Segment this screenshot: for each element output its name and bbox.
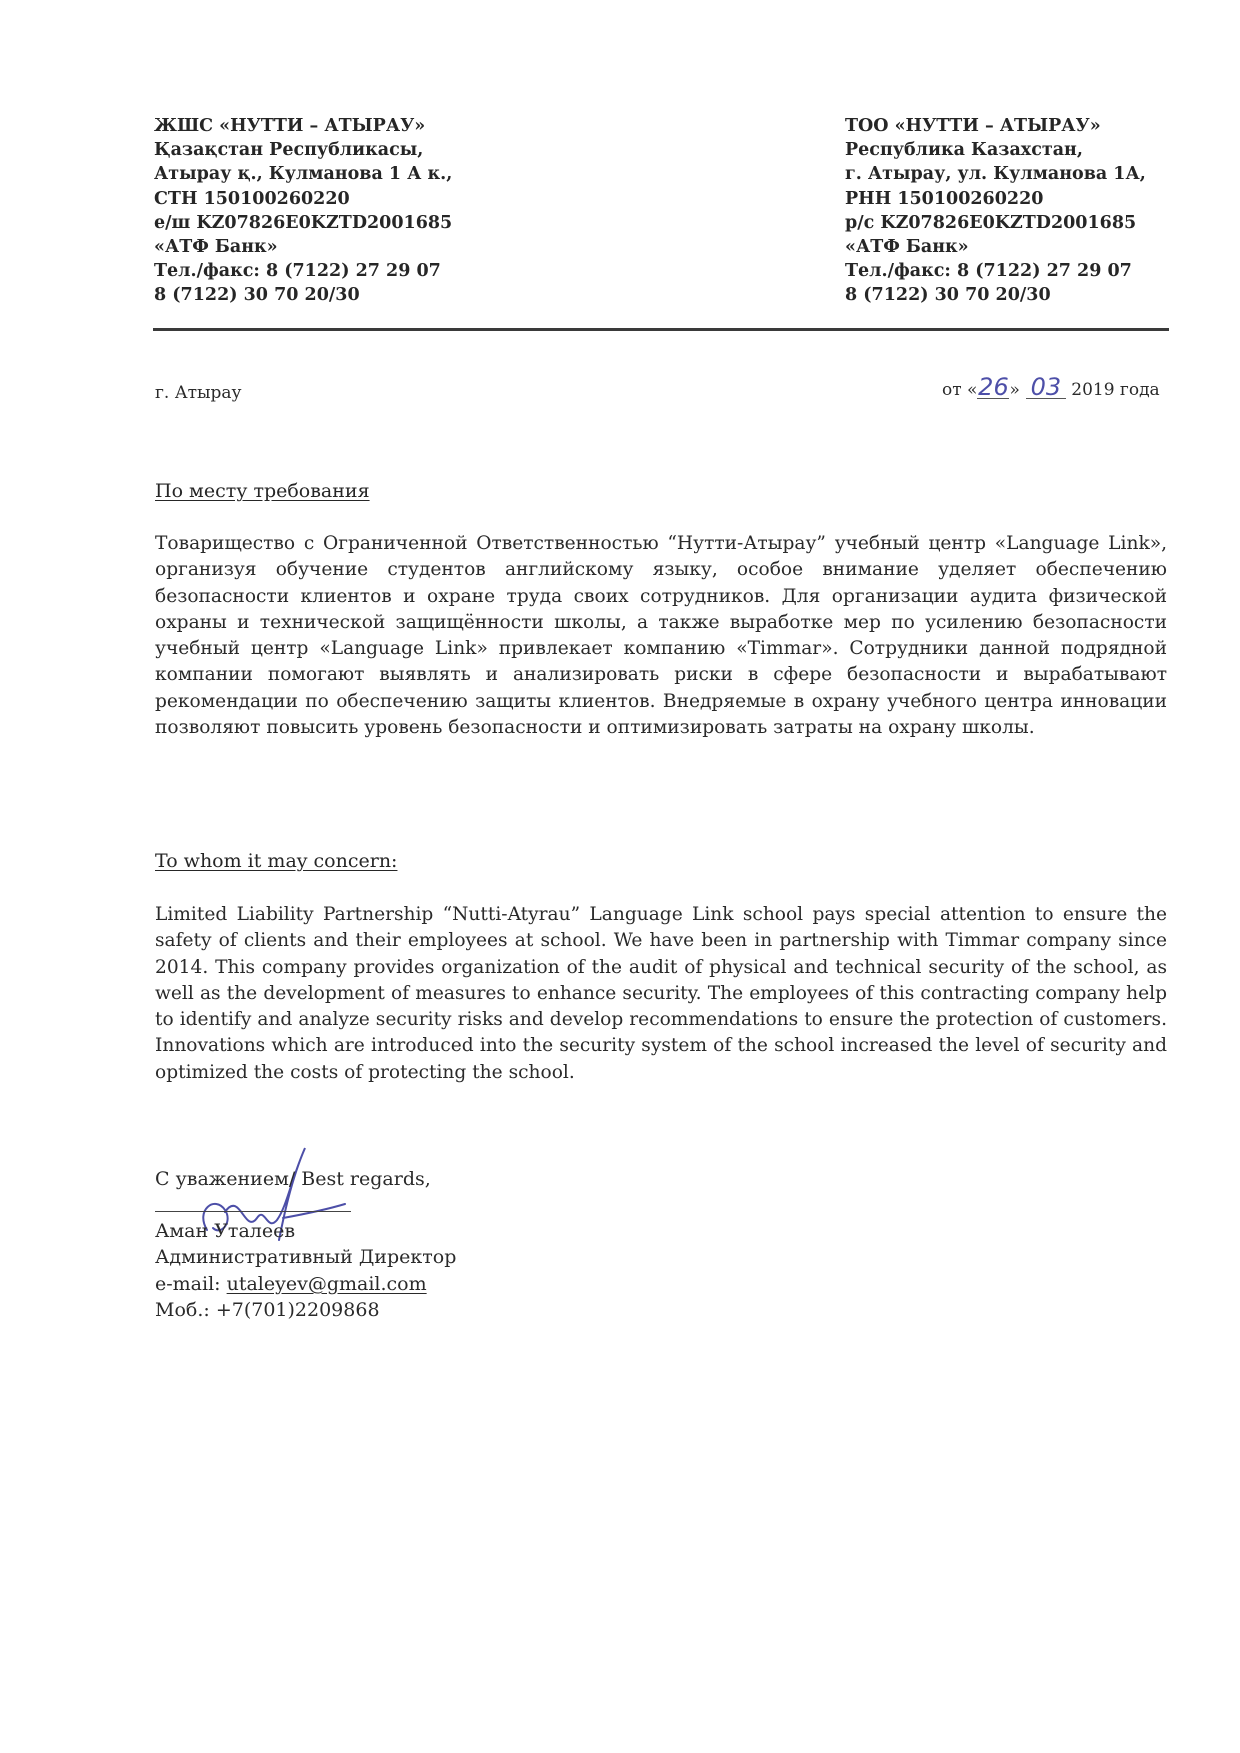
header-left-line: СТН 150100260220: [154, 188, 350, 209]
russian-heading: По месту требования: [155, 480, 370, 502]
date-mid: »: [1009, 380, 1020, 400]
header-right-line: 8 (7122) 30 70 20/30: [845, 285, 1051, 306]
signer-name: Аман Уталеев: [155, 1219, 296, 1242]
date-prefix: от «: [942, 380, 978, 400]
header-right-line: Республика Казахстан,: [845, 140, 1083, 161]
header-right-russian: [845, 114, 1146, 308]
signature-block: [155, 1166, 456, 1324]
email-link[interactable]: utaleyev@gmail.com: [226, 1272, 427, 1295]
header-right-line: г. Атырау, ул. Кулманова 1А,: [845, 164, 1146, 185]
signature-line: [155, 1211, 351, 1212]
header-right-line: р/с KZ07826E0KZTD2001685: [845, 212, 1137, 233]
letter-date: [942, 373, 1160, 401]
header-left-line: е/ш KZ07826E0KZTD2001685: [154, 212, 453, 233]
place-of-issue: г. Атырау: [155, 383, 242, 403]
header-right-line: «АТФ Банк»: [845, 237, 969, 258]
header-right-line: ТОО «НУТТИ – АТЫРАУ»: [845, 116, 1101, 136]
header-right-line: Тел./факс: 8 (7122) 27 29 07: [845, 261, 1132, 282]
header-left-line: ЖШС «НУТТИ – АТЫРАУ»: [154, 116, 426, 136]
closing-phrase: С уважением/ Best regards,: [155, 1168, 431, 1190]
date-suffix: 2019 года: [1071, 380, 1160, 400]
email-label: e-mail:: [155, 1272, 227, 1295]
header-left-line: Атырау қ., Кулманова 1 А к.,: [154, 164, 453, 185]
signer-email-row: [155, 1271, 456, 1298]
date-day: 26: [978, 373, 1009, 401]
header-right-line: РНН 150100260220: [845, 188, 1044, 209]
header-left-line: «АТФ Банк»: [154, 237, 278, 258]
english-heading: To whom it may concern:: [155, 850, 398, 872]
header-left-line: Қазақстан Республикасы,: [154, 140, 424, 161]
russian-body: Товарищество с Ограниченной Ответственностью “Нутти-Атырау” учебный центр «Language Link», организуя обучение студентов английскому языку, особое внимание уделяет обеспечению безопасности клиентов и охране труда своих сотрудников. Для организации аудита физической охраны и технической защищённости школы, а также выработке мер по усилению безопасности учебный центр «Language Link» привлекает компанию «Timmar». Сотрудники данной подрядной компании помогают выявлять и анализировать риски в сфере безопасности и вырабатывают рекомендации по обеспечению защиты клиентов. Внедряемые в охрану учебного центра инновации позволяют повысить уровень безопасности и оптимизировать затраты на охрану школы.: [155, 533, 1167, 739]
date-month: 03: [1026, 376, 1066, 399]
signer-position: Административный Директор: [155, 1246, 457, 1268]
signer-phone: Моб.: +7(701)2209868: [155, 1299, 380, 1321]
header-left-line: Тел./факс: 8 (7122) 27 29 07: [154, 261, 441, 282]
header-left-kazakh: [154, 114, 452, 308]
header-divider: [153, 328, 1169, 331]
header-left-line: 8 (7122) 30 70 20/30: [154, 285, 360, 306]
english-body: Limited Liability Partnership “Nutti-Atyrau” Language Link school pays special attention to ensure the safety of clients and their employees at school. We have been in partnership with Timmar company since 2014. This company provides organization of the audit of physical and technical security of the school, as well as the development of measures to enhance security. The employees of this contracting company help to identify and analyze security risks and develop recommendations to ensure the protection of customers. Innovations which are introduced into the security system of the school increased the level of security and optimized the costs of protecting the school.: [155, 904, 1167, 1083]
